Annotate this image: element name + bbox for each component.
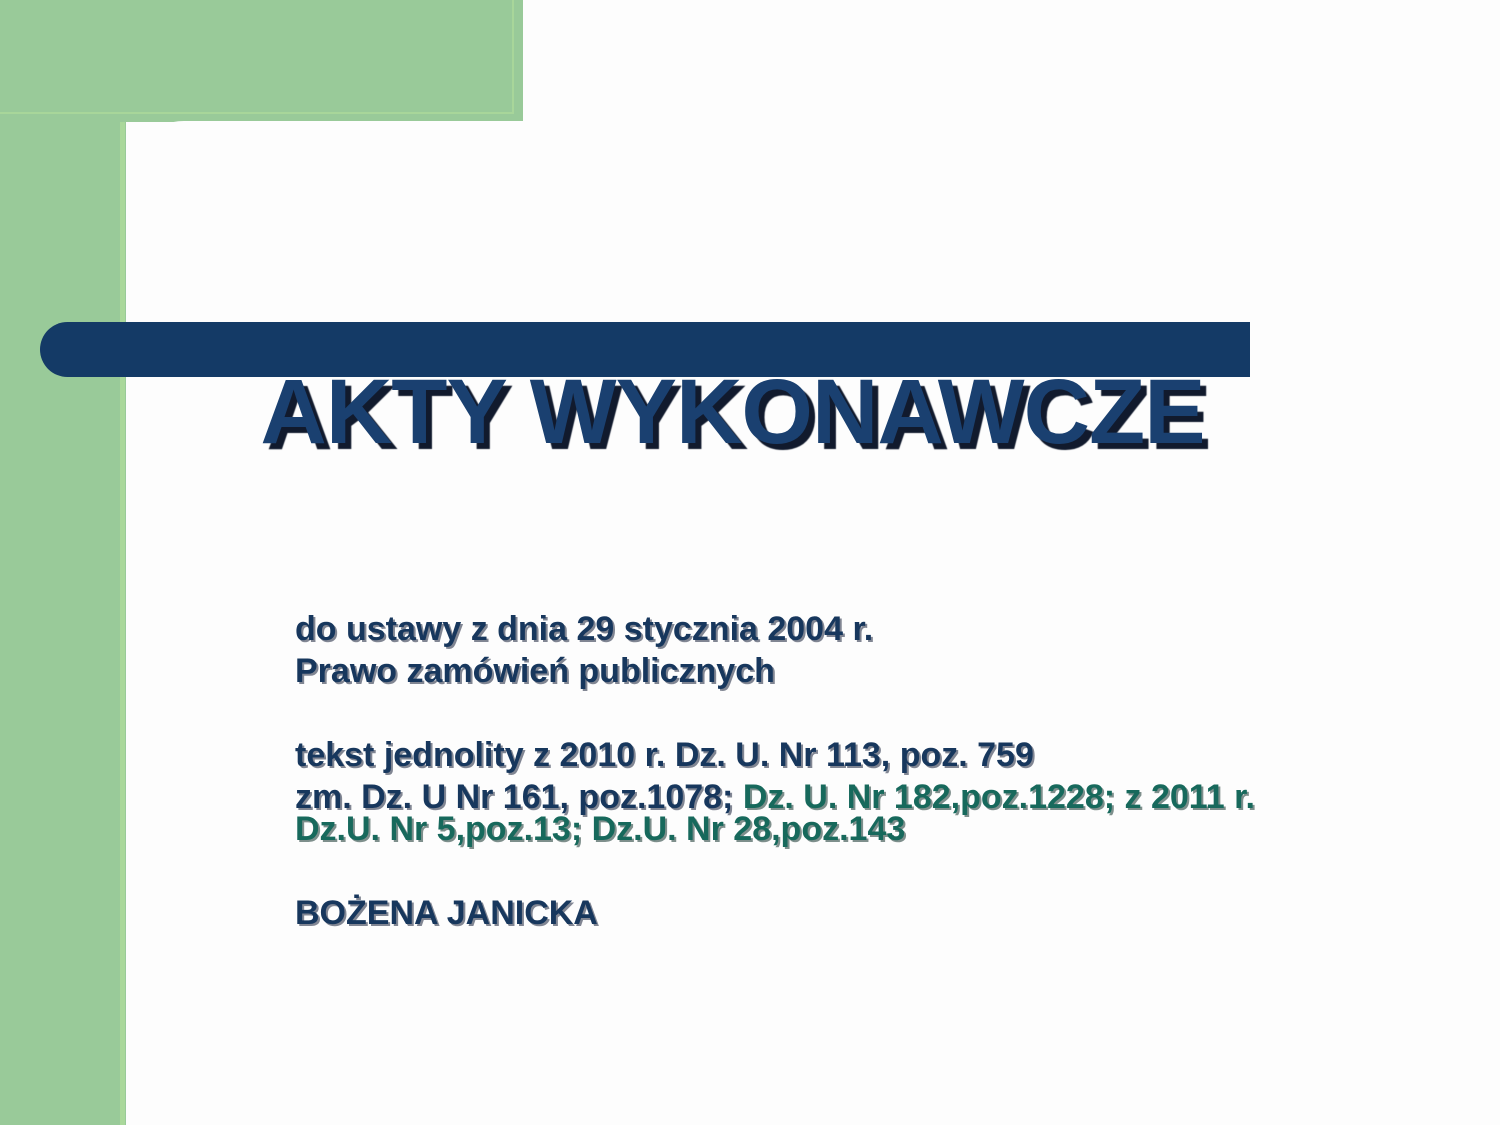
body-line-amendments xyxy=(295,778,1315,848)
blank-line xyxy=(295,855,1315,887)
body-line-ustawa-date: do ustawy z dnia 29 stycznia 2004 r. xyxy=(295,610,874,648)
body-line-consolidated-text: tekst jednolity z 2010 r. Dz. U. Nr 113, poz. 759 xyxy=(295,736,1034,774)
slide-title: AKTY WYKONAWCZE xyxy=(260,361,1205,463)
green-top-band xyxy=(0,0,523,122)
top-band-accent-line xyxy=(0,0,514,114)
amendments-segment-navy: zm. Dz. U Nr 161, poz.1078; xyxy=(295,778,743,816)
amendments-segment-teal-2: Dz.U. Nr 5,poz.13; Dz.U. Nr 28,poz.143 xyxy=(295,810,906,848)
body-line-law-name: Prawo zamówień publicznych xyxy=(295,652,775,690)
blank-line xyxy=(295,697,1315,729)
green-sidebar xyxy=(0,0,126,1125)
amendments-segment-teal-1: Dz. U. Nr 182,poz.1228; z 2011 r. xyxy=(742,778,1255,816)
sidebar-accent-line xyxy=(120,0,125,1125)
author-name: BOŻENA JANICKA xyxy=(295,894,598,932)
body-text-block xyxy=(295,610,1315,932)
